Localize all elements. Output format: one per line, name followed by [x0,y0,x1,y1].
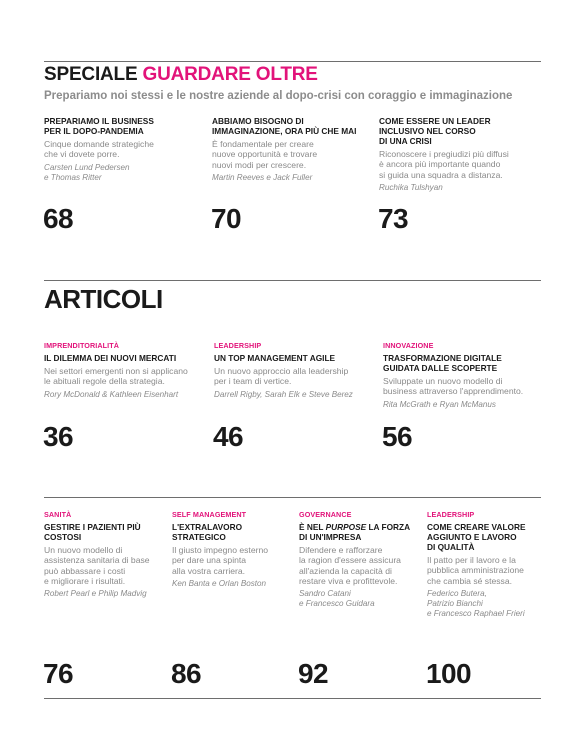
page-number-76[interactable]: 76 [43,658,73,689]
article-item-86[interactable] [172,510,294,589]
speciale-subtitle: Prepariamo noi stessi e le nostre aziende al dopo-crisi con coraggio e immaginazione [44,90,513,102]
item-headline: COME ESSERE UN LEADER INCLUSIVO NEL CORSO DI UNA CRISI [379,116,491,146]
item-description: Un nuovo approccio alla leadership per i team di vertice. [214,366,349,387]
page-number-92[interactable]: 92 [298,658,328,689]
page-number-46[interactable]: 46 [213,421,243,452]
page-number-70[interactable]: 70 [211,203,241,234]
speciale-item-3[interactable] [379,116,544,193]
item-headline: PREPARIAMO IL BUSINESS PER IL DOPO-PANDEMIA [44,116,154,136]
page-number-36[interactable]: 36 [43,421,73,452]
item-description: Nei settori emergenti non si applicano le abituali regole della strategia. [44,366,188,387]
page-number-100[interactable]: 100 [426,658,471,689]
item-category: IMPRENDITORIALITÀ [44,341,120,350]
article-item-76[interactable] [44,510,166,599]
article-item-46[interactable] [214,341,379,400]
item-description: Il patto per il lavoro e la pubblica amministrazione che cambia sé stessa. [427,555,524,586]
item-authors: Ruchika Tulshyan [379,182,443,192]
item-category: LEADERSHIP [214,341,262,350]
item-authors: Martin Reeves e Jack Fuller [212,172,313,182]
item-authors: Rory McDonald & Kathleen Eisenhart [44,389,179,399]
item-headline: ABBIAMO BISOGNO DI IMMAGINAZIONE, ORA PIÙ CHE MAI [212,116,357,136]
top-rule [44,61,541,62]
item-description: Il giusto impegno esterno per dare una spinta alla vostra carriera. [172,545,269,576]
item-authors: Ken Banta e Orlan Boston [172,578,267,588]
item-authors: Robert Pearl e Philip Madvig [44,589,147,599]
item-category: SELF MANAGEMENT [172,510,247,519]
item-category: LEADERSHIP [427,510,475,519]
page-number-73[interactable]: 73 [378,203,408,234]
item-headline: TRASFORMAZIONE DIGITALE GUIDATA DALLE SCOPERTE [383,353,502,373]
article-item-56[interactable] [383,341,543,410]
item-headline: UN TOP MANAGEMENT AGILE [214,353,336,363]
item-authors: Carsten Lund Pedersen e Thomas Ritter [44,162,130,182]
speciale-title [44,64,318,86]
item-headline: COME CREARE VALORE AGGIUNTO E LAVORO DI QUALITÀ [427,522,526,552]
item-description: Un nuovo modello di assistenza sanitaria di base può abbassare i costi e migliorare i risultati. [44,545,150,586]
item-authors: Sandro Catani e Francesco Guidara [299,589,375,609]
article-item-36[interactable] [44,341,214,400]
articoli-rule [44,280,541,281]
article-item-92[interactable] [299,510,424,609]
item-category: GOVERNANCE [299,510,352,519]
page-number-86[interactable]: 86 [171,658,201,689]
item-headline: È NEL PURPOSE LA FORZA DI UN'IMPRESA [299,522,411,542]
item-category: SANITÀ [44,510,72,519]
speciale-title-prefix: SPECIALE [44,64,138,85]
page-number-56[interactable]: 56 [382,421,412,452]
row2-rule [44,497,541,498]
speciale-title-accent: GUARDARE OLTRE [142,64,318,85]
item-category: INNOVAZIONE [383,341,434,350]
article-item-100[interactable] [427,510,545,619]
item-description: Sviluppate un nuovo modello di business attraverso l'apprendimento. [383,376,524,397]
page-number-68[interactable]: 68 [43,203,73,234]
item-authors: Darrell Rigby, Sarah Elk e Steve Berez [214,389,353,399]
speciale-item-2[interactable] [212,116,377,183]
bottom-rule [44,698,541,699]
item-description: Difendere e rafforzare la ragion d'essere assicura all'azienda la capacità di restare viva e profittevole. [299,545,401,586]
item-description: Cinque domande strategiche che vi dovete porre. [44,139,154,160]
item-headline: GESTIRE I PAZIENTI PIÙ COSTOSI [44,522,141,542]
item-authors: Federico Butera, Patrizio Bianchi e Francesco Raphael Frieri [427,588,525,618]
item-description: Riconoscere i pregiudizi più diffusi è ancora più importante quando si guida una squadra a distanza. [379,149,509,180]
articoli-title: ARTICOLI [44,284,163,314]
item-description: È fondamentale per creare nuove opportunità e trovare nuovi modi per crescere. [212,139,318,170]
speciale-item-1[interactable] [44,116,204,183]
item-headline: IL DILEMMA DEI NUOVI MERCATI [44,353,177,363]
item-headline: L'EXTRALAVORO STRATEGICO [172,522,243,542]
item-authors: Rita McGrath e Ryan McManus [383,399,496,409]
